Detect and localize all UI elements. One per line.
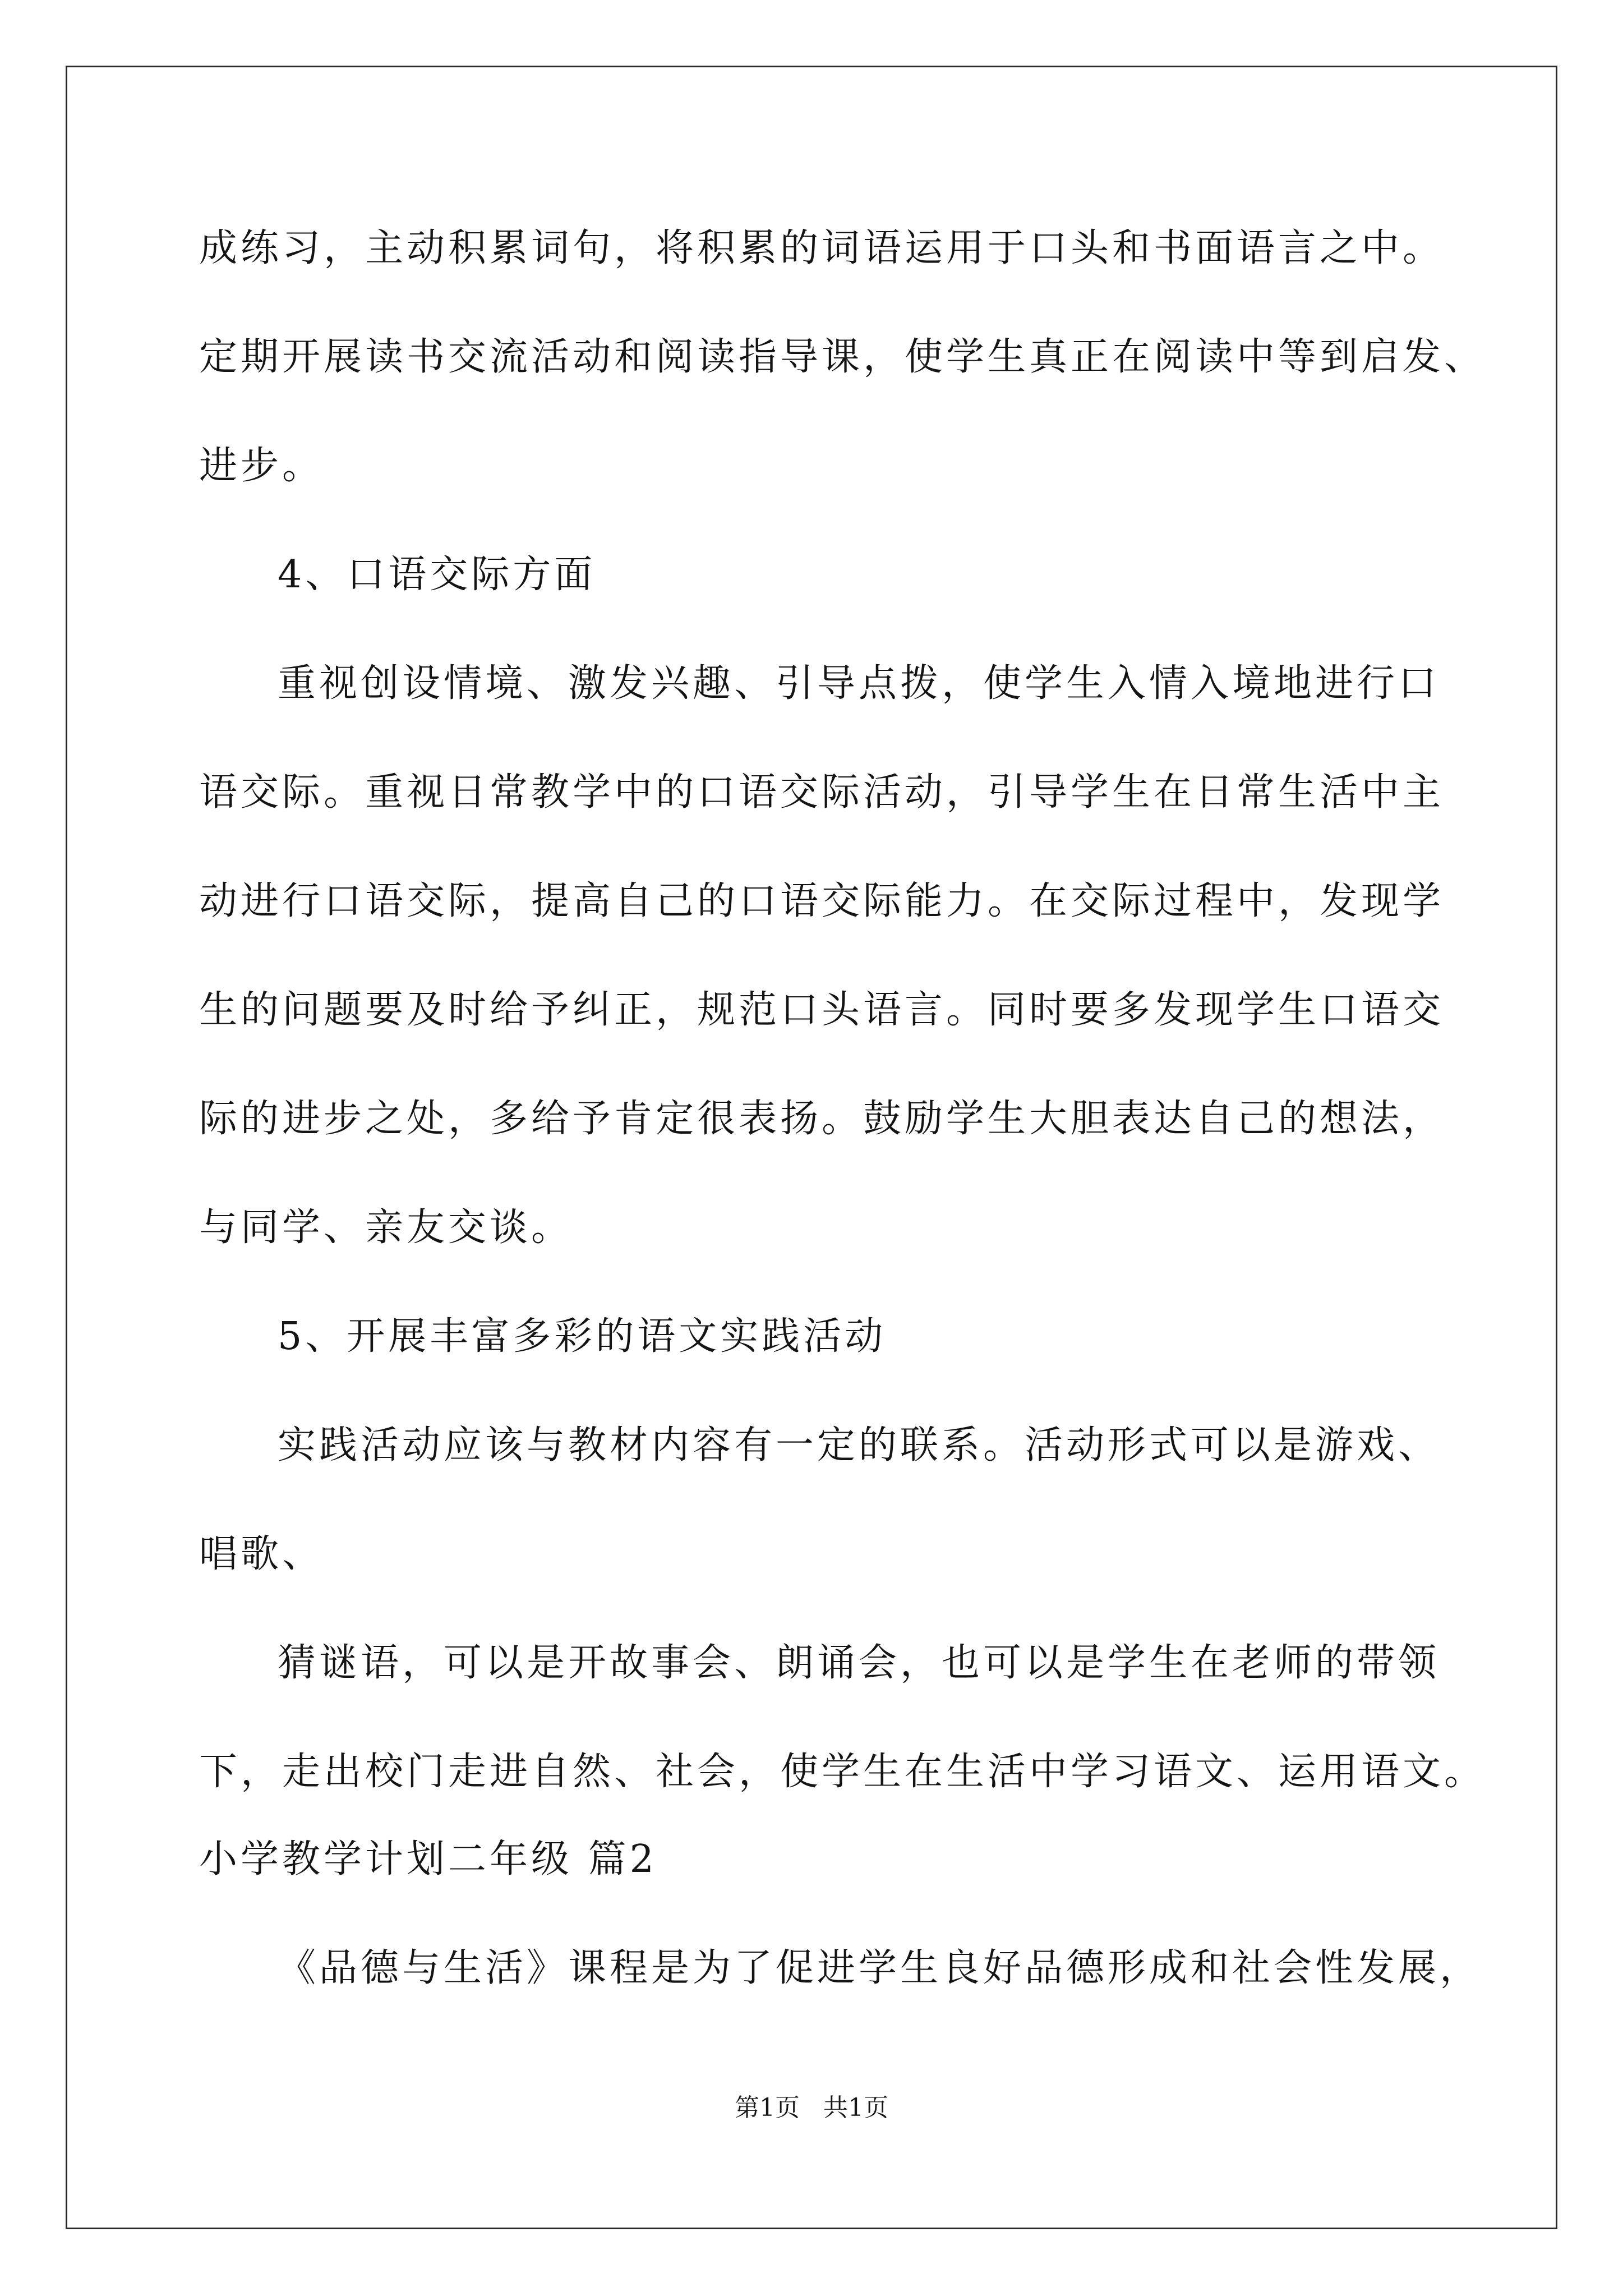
section-heading: 4、口语交际方面 xyxy=(278,553,596,597)
text-line: 与同学、亲友交谈。 xyxy=(199,1205,573,1250)
text-line: 重视创设情境、激发兴趣、引导点拨，使学生入情入境地进行口 xyxy=(278,661,1440,706)
page-total: 共1页 xyxy=(823,2093,888,2122)
text-line: 唱歌、 xyxy=(199,1532,324,1576)
page-footer xyxy=(0,2091,1623,2125)
footer-spacer xyxy=(800,2093,823,2122)
text-line: 定期开展读书交流活动和阅读指导课，使学生真正在阅读中等到启发、 xyxy=(199,335,1486,379)
text-line: 生的问题要及时给予纠正，规范口头语言。同时要多发现学生口语交 xyxy=(199,988,1445,1032)
article-title: 小学教学计划二年级 篇2 xyxy=(199,1837,657,1881)
page-border xyxy=(66,66,1557,2229)
text-line: 成练习，主动积累词句，将积累的词语运用于口头和书面语言之中。 xyxy=(199,226,1445,270)
text-line: 猜谜语，可以是开故事会、朗诵会，也可以是学生在老师的带领 xyxy=(278,1641,1440,1685)
section-heading: 5、开展丰富多彩的语文实践活动 xyxy=(278,1314,887,1359)
text-line: 进步。 xyxy=(199,444,324,488)
text-line: 《品德与生活》课程是为了促进学生良好品德形成和社会性发展， xyxy=(278,1946,1482,1990)
text-line: 语交际。重视日常教学中的口语交际活动，引导学生在日常生活中主 xyxy=(199,770,1445,815)
text-line: 动进行口语交际，提高自己的口语交际能力。在交际过程中，发现学 xyxy=(199,879,1445,923)
text-line: 下，走出校门走进自然、社会，使学生在生活中学习语文、运用语文。 xyxy=(199,1750,1486,1794)
page-number: 第1页 xyxy=(735,2093,800,2122)
text-line: 际的进步之处，多给予肯定很表扬。鼓励学生大胆表达自己的想法， xyxy=(199,1097,1445,1141)
text-line: 实践活动应该与教材内容有一定的联系。活动形式可以是游戏、 xyxy=(278,1423,1440,1467)
